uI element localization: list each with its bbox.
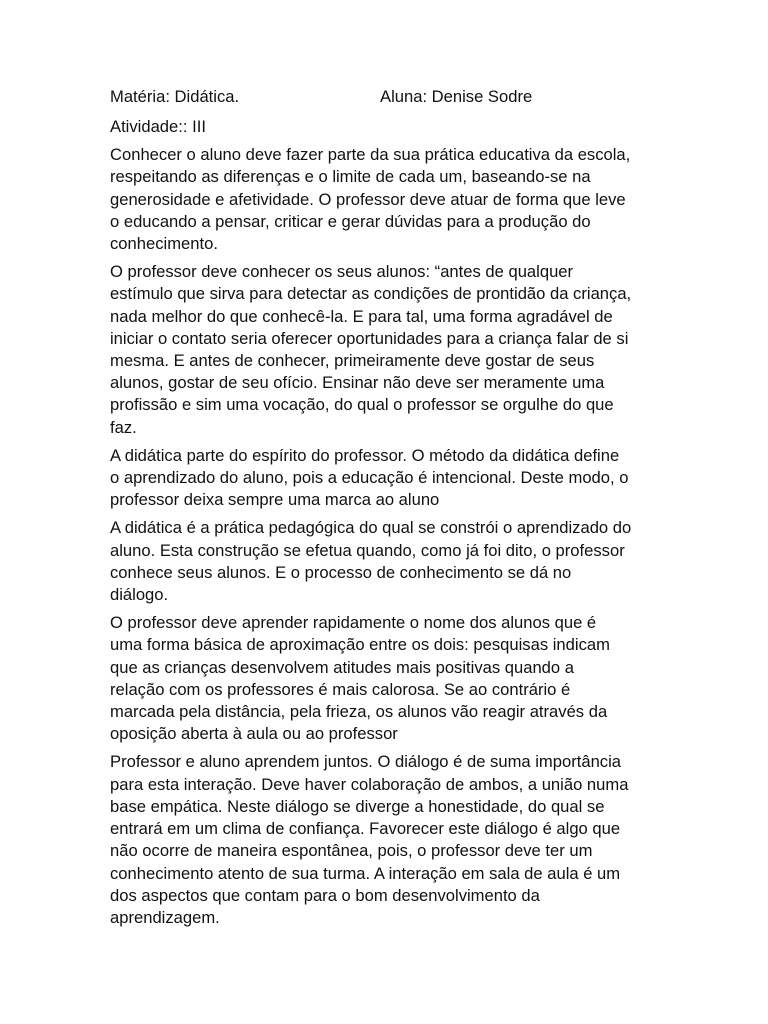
document-header — [110, 86, 666, 110]
text-line: profissão e sim uma vocação, do qual o professor se orgulhe do que — [110, 395, 614, 415]
text-line: mesma. E antes de conhecer, primeiramente deve gostar de seus — [110, 351, 595, 371]
text-line: para esta interação. Deve haver colaboração de ambos, a união numa — [110, 774, 629, 794]
paragraph — [110, 445, 666, 512]
text-line: marcada pela distância, pela frieza, os alunos vão reagir através da — [110, 702, 608, 722]
text-line: generosidade e afetividade. O professor deve atuar de forma que leve — [110, 189, 626, 209]
paragraph — [110, 517, 666, 606]
text-line: o aprendizado do aluno, pois a educação é intencional. Deste modo, o — [110, 468, 629, 488]
text-line: que as crianças desenvolvem atitudes mais positivas quando a — [110, 657, 574, 677]
text-line: conhecimento. — [110, 234, 218, 254]
text-line: entrará em um clima de confiança. Favorecer este diálogo é algo que — [110, 819, 621, 839]
text-line: iniciar o contato seria oferecer oportunidades para a criança falar de si — [110, 328, 629, 348]
paragraph — [110, 261, 666, 439]
text-line: aprendizagem. — [110, 907, 220, 927]
paragraph — [110, 612, 666, 745]
text-line: O professor deve aprender rapidamente o nome dos alunos que é — [110, 613, 597, 633]
text-line: alunos, gostar de seu ofício. Ensinar não deve ser meramente uma — [110, 373, 605, 393]
text-line: uma forma básica de aproximação entre os dois: pesquisas indicam — [110, 635, 610, 655]
text-line: o educando a pensar, criticar e gerar dúvidas para a produção do — [110, 211, 591, 231]
text-line: dos aspectos que contam para o bom desenvolvimento da — [110, 885, 540, 905]
paragraph — [110, 144, 666, 255]
text-line: respeitando as diferenças e o limite de cada um, baseando-se na — [110, 167, 591, 187]
text-line: Conhecer o aluno deve fazer parte da sua prática educativa da escola, — [110, 145, 631, 165]
text-line: A didática parte do espírito do professor. O método da didática define — [110, 445, 620, 465]
text-line: oposição aberta à aula ou ao professor — [110, 724, 398, 744]
paragraph — [110, 751, 666, 929]
document-page — [110, 86, 666, 935]
text-line: A didática é a prática pedagógica do qual se constrói o aprendizado do — [110, 518, 632, 538]
text-line: conhecimento atento de sua turma. A interação em sala de aula é um — [110, 863, 621, 883]
text-line: base empática. Neste diálogo se diverge a honestidade, do qual se — [110, 796, 605, 816]
text-line: professor deixa sempre uma marca ao aluno — [110, 490, 440, 510]
text-line: não ocorre de maneira espontânea, pois, o professor deve ter um — [110, 841, 593, 861]
activity-label: Atividade:: III — [110, 117, 206, 136]
subject-label: Matéria: Didática. — [110, 87, 240, 106]
document-body — [110, 144, 666, 929]
text-line: relação com os professores é mais calorosa. Se ao contrário é — [110, 679, 571, 699]
text-line: estímulo que sirva para detectar as condições de prontidão da criança, — [110, 284, 632, 304]
text-line: O professor deve conhecer os seus alunos: “antes de qualquer — [110, 262, 574, 282]
text-line: faz. — [110, 417, 137, 437]
student-name-label: Aluna: Denise Sodre — [380, 87, 533, 106]
text-line: Professor e aluno aprendem juntos. O diálogo é de suma importância — [110, 752, 622, 772]
text-line: nada melhor do que conhecê-la. E para tal, uma forma agradável de — [110, 306, 613, 326]
text-line: diálogo. — [110, 585, 169, 605]
text-line: aluno. Esta construção se efetua quando, como já foi dito, o professor — [110, 540, 625, 560]
text-line: conhece seus alunos. E o processo de conhecimento se dá no — [110, 562, 572, 582]
